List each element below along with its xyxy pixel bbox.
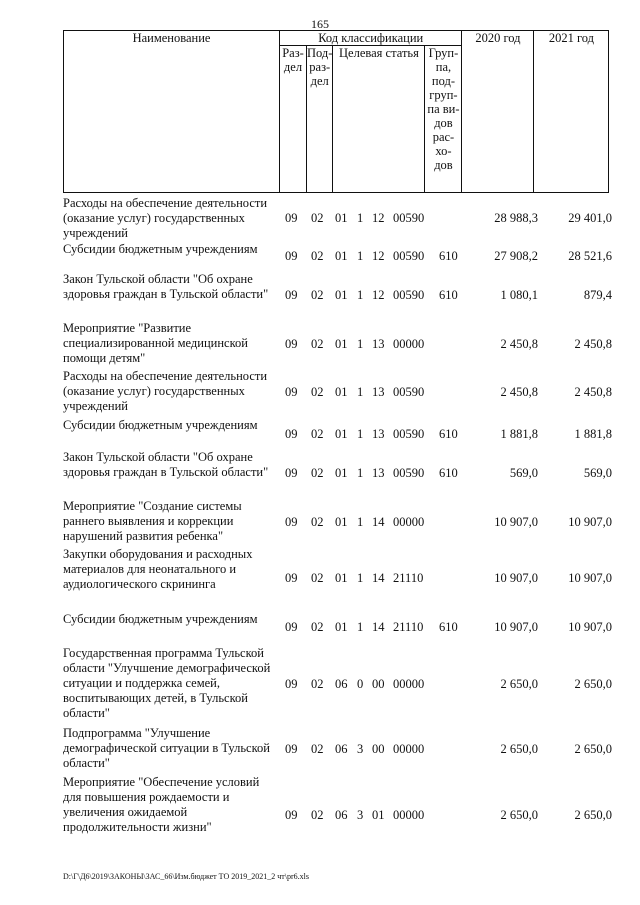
cell-podrazdel: 02: [311, 466, 324, 480]
cell-target-2: 1: [357, 620, 364, 634]
cell-target-4: 21110: [393, 620, 424, 634]
cell-podrazdel: 02: [311, 571, 324, 585]
cell-target-1: 01: [335, 427, 348, 441]
cell-target-3: 01: [372, 808, 385, 822]
cell-vid: 610: [439, 427, 458, 441]
cell-2020: 2 450,8: [500, 385, 538, 399]
cell-target-2: 1: [357, 571, 364, 585]
cell-target-1: 01: [335, 620, 348, 634]
cell-2021: 28 521,6: [568, 249, 612, 263]
row-name: Государственная программа Тульской области "Улучшение демографической ситуации и поддержка семей, воспитывающих детей, в Тульской области": [63, 646, 271, 720]
cell-target-4: 00590: [393, 249, 425, 263]
cell-podrazdel: 02: [311, 288, 324, 302]
cell-2020: 28 988,3: [494, 211, 538, 225]
cell-target-3: 13: [372, 385, 385, 399]
cell-target-3: 14: [372, 620, 385, 634]
cell-2020: 1 881,8: [500, 427, 538, 441]
cell-2021: 2 650,0: [574, 742, 612, 756]
file-path-footer: D:\Г\Д6\2019\ЗАКОНЫ\ЗАС_66\Изм.бюджет ТО 2019_2021_2 чт\pr6.xls: [63, 872, 309, 881]
cell-target-2: 1: [357, 337, 364, 351]
cell-target-3: 12: [372, 249, 385, 263]
cell-2021: 2 650,0: [574, 677, 612, 691]
cell-razdel: 09: [285, 288, 298, 302]
row-name: Подпрограмма "Улучшение демографической ситуации в Тульской области": [63, 726, 270, 770]
header-2020: 2020 год: [462, 31, 534, 193]
cell-2020: 27 908,2: [494, 249, 538, 263]
cell-target-3: 00: [372, 742, 385, 756]
row-name: Закон Тульской области "Об охране здоровья граждан в Тульской области": [63, 272, 269, 301]
cell-vid: 610: [439, 466, 458, 480]
cell-2020: 2 650,0: [500, 742, 538, 756]
cell-podrazdel: 02: [311, 337, 324, 351]
cell-2020: 569,0: [509, 466, 538, 480]
cell-target-2: 1: [357, 466, 364, 480]
cell-target-2: 3: [357, 742, 364, 756]
cell-target-4: 00590: [393, 288, 425, 302]
table-header: [63, 30, 609, 193]
cell-target-1: 01: [335, 249, 348, 263]
cell-target-3: 13: [372, 427, 385, 441]
cell-2020: 10 907,0: [494, 571, 538, 585]
cell-podrazdel: 02: [311, 742, 324, 756]
cell-target-1: 06: [335, 677, 348, 691]
cell-target-3: 12: [372, 288, 385, 302]
cell-podrazdel: 02: [311, 677, 324, 691]
cell-razdel: 09: [285, 571, 298, 585]
cell-target-2: 1: [357, 385, 364, 399]
cell-target-4: 00590: [393, 385, 425, 399]
cell-razdel: 09: [285, 337, 298, 351]
cell-podrazdel: 02: [311, 808, 324, 822]
cell-target-2: 1: [357, 515, 364, 529]
row-name: Мероприятие "Обеспечение условий для повышения рождаемости и увеличения ожидаемой продолжительности жизни": [63, 775, 260, 834]
cell-razdel: 09: [285, 620, 298, 634]
header-group: Груп- па, под- груп- па ви- дов рас- хо- дов: [425, 46, 462, 193]
cell-target-4: 00590: [393, 427, 425, 441]
row-name: Субсидии бюджетным учреждениям: [63, 418, 258, 432]
row-name: Субсидии бюджетным учреждениям: [63, 612, 258, 626]
cell-target-4: 00000: [393, 677, 425, 691]
cell-2021: 10 907,0: [568, 620, 612, 634]
cell-2020: 10 907,0: [494, 620, 538, 634]
cell-razdel: 09: [285, 211, 298, 225]
cell-razdel: 09: [285, 808, 298, 822]
row-name: Расходы на обеспечение деятельности (оказание услуг) государственных учреждений: [63, 369, 268, 413]
cell-2021: 2 450,8: [574, 337, 612, 351]
header-name: Наименование: [64, 31, 280, 193]
cell-target-1: 06: [335, 808, 348, 822]
header-razdel: Раз- дел: [280, 46, 307, 193]
cell-target-1: 01: [335, 288, 348, 302]
cell-target-3: 00: [372, 677, 385, 691]
cell-razdel: 09: [285, 677, 298, 691]
cell-target-1: 01: [335, 571, 348, 585]
cell-target-4: 21110: [393, 571, 424, 585]
row-name: Субсидии бюджетным учреждениям: [63, 242, 258, 256]
cell-razdel: 09: [285, 249, 298, 263]
cell-target-2: 1: [357, 288, 364, 302]
cell-target-2: 1: [357, 427, 364, 441]
cell-razdel: 09: [285, 385, 298, 399]
cell-target-2: 3: [357, 808, 364, 822]
cell-target-4: 00000: [393, 808, 425, 822]
cell-2021: 1 881,8: [574, 427, 612, 441]
cell-2020: 2 650,0: [500, 677, 538, 691]
cell-2021: 2 450,8: [574, 385, 612, 399]
cell-2020: 10 907,0: [494, 515, 538, 529]
cell-podrazdel: 02: [311, 427, 324, 441]
cell-target-4: 00000: [393, 515, 425, 529]
cell-podrazdel: 02: [311, 385, 324, 399]
header-target: Целевая статья: [333, 46, 425, 193]
cell-2021: 10 907,0: [568, 571, 612, 585]
cell-target-1: 01: [335, 337, 348, 351]
cell-target-3: 14: [372, 571, 385, 585]
page-number: 165: [311, 17, 329, 31]
cell-target-1: 01: [335, 466, 348, 480]
cell-target-4: 00590: [393, 211, 425, 225]
cell-target-4: 00000: [393, 337, 425, 351]
cell-podrazdel: 02: [311, 249, 324, 263]
cell-target-3: 12: [372, 211, 385, 225]
cell-target-1: 06: [335, 742, 348, 756]
header-2021: 2021 год: [534, 31, 609, 193]
cell-2020: 1 080,1: [500, 288, 538, 302]
cell-target-1: 01: [335, 515, 348, 529]
cell-target-3: 13: [372, 337, 385, 351]
cell-2021: 569,0: [583, 466, 612, 480]
cell-2021: 2 650,0: [574, 808, 612, 822]
cell-vid: 610: [439, 288, 458, 302]
cell-podrazdel: 02: [311, 620, 324, 634]
cell-2021: 879,4: [583, 288, 612, 302]
cell-target-1: 01: [335, 211, 348, 225]
cell-target-2: 1: [357, 211, 364, 225]
row-name: Закупки оборудования и расходных материалов для неонатального и аудиологического скрининга: [63, 547, 253, 591]
row-name: Закон Тульской области "Об охране здоровья граждан в Тульской области": [63, 450, 269, 479]
cell-target-4: 00590: [393, 466, 425, 480]
cell-podrazdel: 02: [311, 211, 324, 225]
cell-podrazdel: 02: [311, 515, 324, 529]
cell-2021: 10 907,0: [568, 515, 612, 529]
cell-target-1: 01: [335, 385, 348, 399]
cell-target-2: 1: [357, 249, 364, 263]
cell-2020: 2 650,0: [500, 808, 538, 822]
cell-target-4: 00000: [393, 742, 425, 756]
cell-razdel: 09: [285, 515, 298, 529]
header-podrazdel: Под- раз- дел: [307, 46, 333, 193]
header-code: Код классификации: [280, 31, 462, 46]
row-name: Мероприятие "Создание системы раннего выявления и коррекции нарушений развития ребенка": [63, 499, 242, 543]
cell-razdel: 09: [285, 466, 298, 480]
cell-razdel: 09: [285, 427, 298, 441]
row-name: Расходы на обеспечение деятельности (оказание услуг) государственных учреждений: [63, 196, 268, 240]
row-name: Мероприятие "Развитие специализированной медицинской помощи детям": [63, 321, 248, 365]
cell-vid: 610: [439, 620, 458, 634]
cell-vid: 610: [439, 249, 458, 263]
cell-2020: 2 450,8: [500, 337, 538, 351]
cell-target-2: 0: [357, 677, 364, 691]
cell-2021: 29 401,0: [568, 211, 612, 225]
cell-target-3: 13: [372, 466, 385, 480]
cell-target-3: 14: [372, 515, 385, 529]
cell-razdel: 09: [285, 742, 298, 756]
